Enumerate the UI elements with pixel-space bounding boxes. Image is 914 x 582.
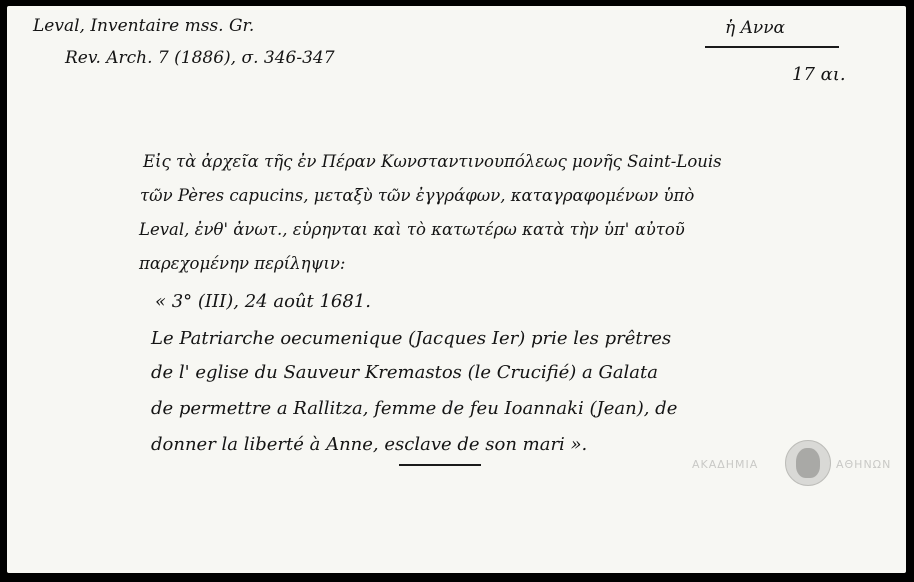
subject-name: ἡ Αννα xyxy=(725,18,786,38)
body-line-3: Leval, ἐνθ' ἀνωτ., εὑρηνται καὶ τὸ κατωτέρω κατὰ τὴν ὑπ' αὐτοῦ xyxy=(139,220,685,239)
academy-seal-icon xyxy=(785,440,831,486)
body-line-2: τῶν Pères capucins, μεταξὺ τῶν ἐγγράφων, καταγραφομένων ὑπὸ xyxy=(140,186,695,205)
body-line-6: Le Patriarche oecumenique (Jacques Ier) prie les prêtres xyxy=(151,328,672,349)
century-label: 17 αι. xyxy=(792,64,846,85)
body-line-7: de l' eglise du Sauveur Kremastos (le Crucifié) a Galata xyxy=(151,362,659,383)
index-card xyxy=(7,6,906,573)
body-line-4: παρεχομένην περίληψιν: xyxy=(139,254,346,273)
anne-underline xyxy=(399,464,481,466)
body-line-8: de permettre a Rallitza, femme de feu Ioannaki (Jean), de xyxy=(151,398,678,419)
body-line-1: Εἰς τὰ ἀρχεῖα τῆς ἐν Πέραν Κωνσταντινουπόλεως μονῆς Saint-Louis xyxy=(143,152,722,171)
watermark-left-text: ΑΚΑΔΗΜΙΑ xyxy=(692,458,759,471)
body-line-9: donner la liberté à Anne, esclave de son mari ». xyxy=(151,434,588,455)
watermark-right-text: ΑΘΗΝΩΝ xyxy=(836,458,892,471)
source-reference-line-1: Leval, Inventaire mss. Gr. xyxy=(33,16,255,36)
document-date-line: « 3° (III), 24 août 1681. xyxy=(155,291,371,312)
source-reference-line-2: Rev. Arch. 7 (1886), σ. 346-347 xyxy=(65,48,335,68)
subject-name-rule xyxy=(705,46,839,48)
